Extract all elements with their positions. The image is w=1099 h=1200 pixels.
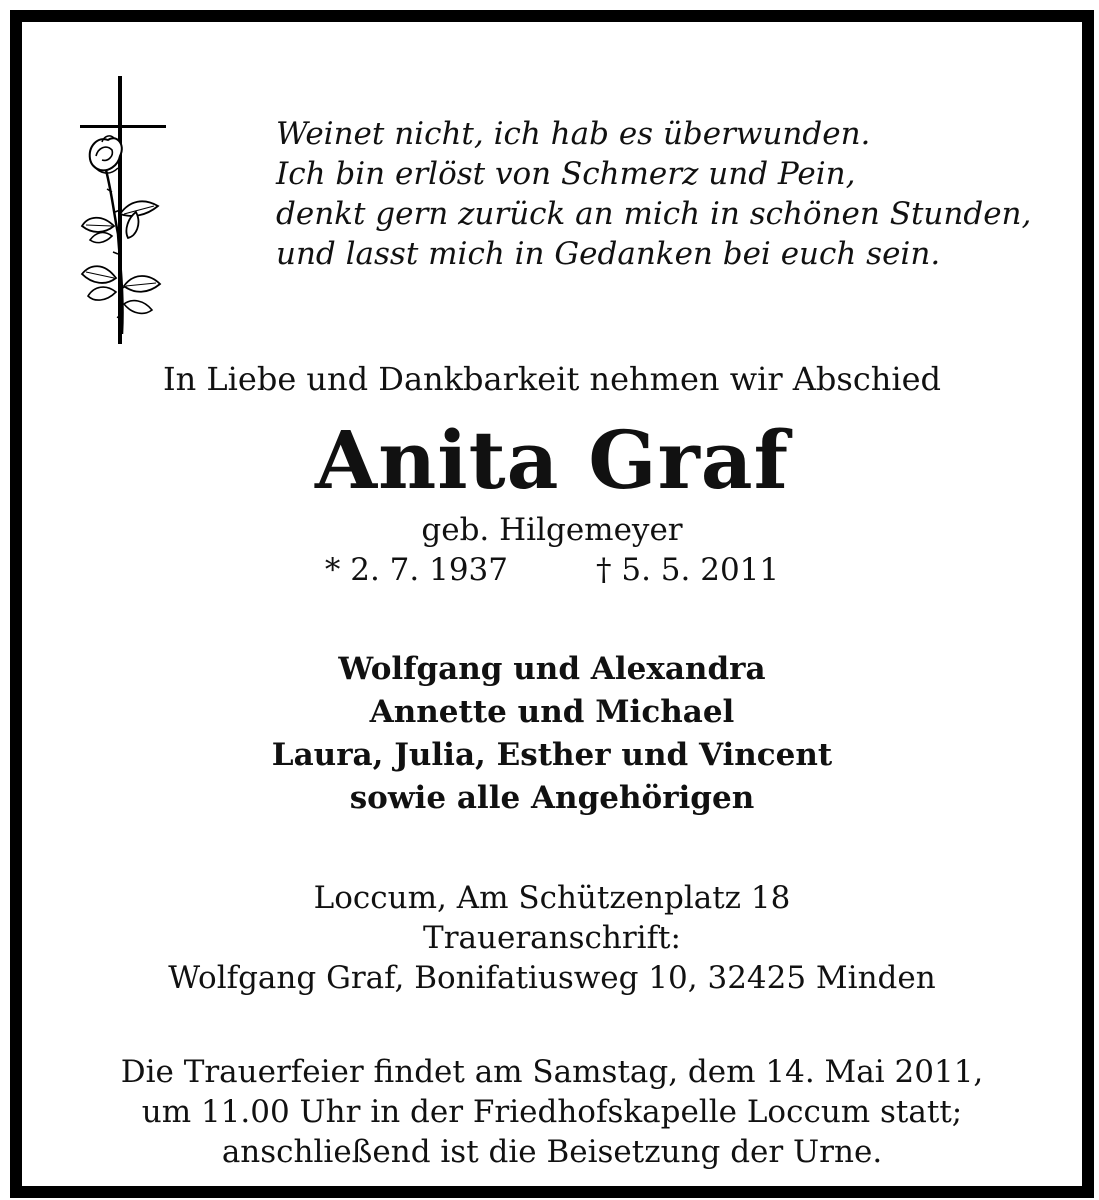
address-line: Traueranschrift: [423, 920, 681, 956]
poem-line: Ich bin erlöst von Schmerz und Pein, [276, 156, 856, 192]
ceremony-notice [22, 1052, 1082, 1172]
family-list [22, 648, 1082, 820]
ceremony-line: Die Trauerfeier findet am Samstag, dem 14. Mai 2011, [120, 1054, 984, 1090]
family-line: Laura, Julia, Esther und Vincent [271, 737, 833, 773]
poem-line: und lasst mich in Gedanken bei euch sein. [276, 236, 941, 272]
ceremony-line: um 11.00 Uhr in der Friedhofskapelle Loccum statt; [141, 1094, 963, 1130]
birth-date: * 2. 7. 1937 [324, 552, 508, 588]
deceased-name: Anita Graf [315, 413, 789, 507]
address-line: Wolfgang Graf, Bonifatiusweg 10, 32425 Minden [168, 960, 936, 996]
address-block [22, 878, 1082, 998]
poem-line: denkt gern zurück an mich in schönen Stunden, [276, 196, 1032, 232]
death-date: † 5. 5. 2011 [596, 552, 780, 588]
family-line: Wolfgang und Alexandra [338, 651, 766, 687]
life-dates [22, 550, 1082, 590]
poem-line: Weinet nicht, ich hab es überwunden. [276, 116, 871, 152]
cross-with-rose-icon [74, 64, 184, 344]
family-line: sowie alle Angehörigen [349, 780, 755, 816]
birth-name: geb. Hilgemeyer [421, 512, 683, 548]
farewell-intro: In Liebe und Dankbarkeit nehmen wir Abschied [162, 360, 941, 398]
poem [276, 114, 1066, 274]
obituary-frame [10, 10, 1094, 1198]
family-line: Annette und Michael [369, 694, 735, 730]
ceremony-line: anschließend ist die Beisetzung der Urne. [221, 1134, 883, 1170]
address-line: Loccum, Am Schützenplatz 18 [313, 880, 791, 916]
